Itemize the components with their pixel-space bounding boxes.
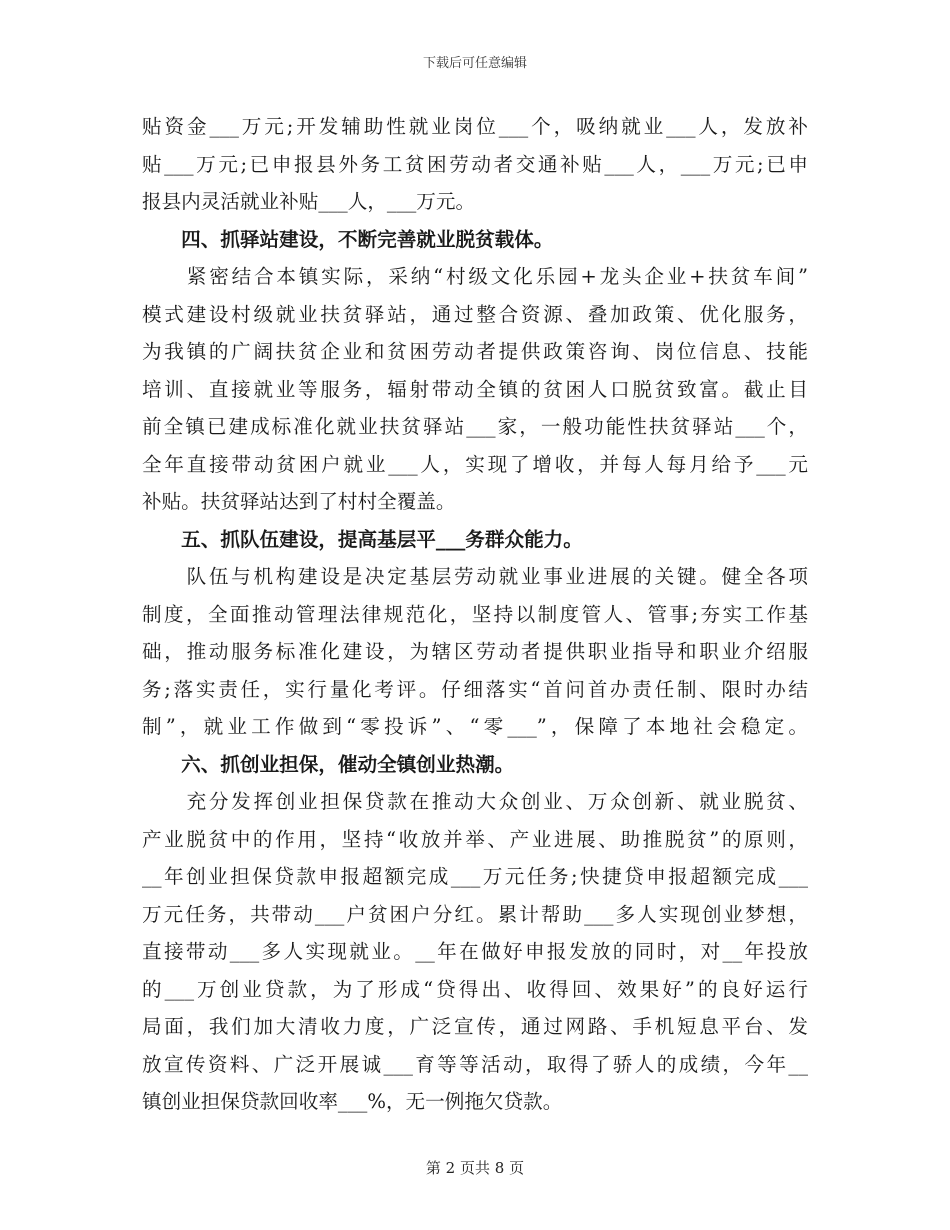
text-line: 模式建设村级就业扶贫驿站，通过整合资源、叠加政策、优化服务， — [142, 302, 808, 326]
text-line: 直接带动___多人实现就业。__年在做好申报发放的同时，对__年投放 — [142, 940, 808, 963]
page-header: 下载后可任意编辑 — [422, 56, 527, 71]
text-line: 制”，就业工作做到“零投诉”、“零___”，保障了本地社会稳定。 — [142, 715, 808, 738]
section-heading: 四、抓驿站建设，不断完善就业脱贫载体。 — [142, 227, 554, 251]
text-line: 万元任务，共带动___户贫困户分红。累计帮助___多人实现创业梦想， — [142, 902, 808, 926]
text-line: 产业脱贫中的作用，坚持“收放并举、产业进展、助推脱贫”的原则， — [142, 827, 808, 851]
section-heading: 五、抓队伍建设，提高基层平___务群众能力。 — [142, 527, 583, 551]
document-body — [142, 108, 808, 1121]
section-heading: 六、抓创业担保，催动全镇创业热潮。 — [142, 752, 515, 776]
text-line: 报县内灵活就业补贴___人，___万元。 — [142, 190, 476, 213]
text-line: 培训、直接就业等服务，辐射带动全镇的贫困人口脱贫致富。截止目 — [142, 377, 808, 401]
text-line: 镇创业担保贷款回收率___%，无一例拖欠贷款。 — [142, 1090, 563, 1113]
text-line: 补贴。扶贫驿站达到了村村全覆盖。 — [142, 490, 456, 513]
text-line: 紧密结合本镇实际，采纳“村级文化乐园+龙头企业+扶贫车间” — [142, 265, 808, 288]
page-footer: 第 2 页共 8 页 — [425, 1159, 525, 1177]
text-line: 为我镇的广阔扶贫企业和贫困劳动者提供政策咨询、岗位信息、技能 — [142, 340, 808, 363]
text-line: 的___万创业贷款，为了形成“贷得出、收得回、效果好”的良好运行 — [142, 977, 808, 1001]
text-line: 制度，全面推动管理法律规范化，坚持以制度管人、管事;夯实工作基 — [142, 602, 808, 626]
text-line: 全年直接带动贫困户就业___人，实现了增收，并每人每月给予___元 — [142, 452, 808, 476]
text-line: 放宣传资料、广泛开展诚___育等等活动，取得了骄人的成绩，今年__ — [142, 1052, 808, 1076]
text-line: 务;落实责任，实行量化考评。仔细落实“首问首办责任制、限时办结 — [142, 677, 808, 701]
text-line: 局面，我们加大清收力度，广泛宣传，通过网路、手机短息平台、发 — [142, 1015, 808, 1038]
text-line: 础，推动服务标准化建设，为辖区劳动者提供职业指导和职业介绍服 — [142, 640, 808, 663]
text-line: 贴资金___万元;开发辅助性就业岗位___个，吸纳就业___人，发放补 — [142, 115, 808, 138]
text-line: __年创业担保贷款申报超额完成___万元任务;快捷贷申报超额完成___ — [142, 865, 808, 888]
text-line: 贴___万元;已申报县外务工贫困劳动者交通补贴___人，___万元;已申 — [142, 152, 808, 176]
text-line: 队伍与机构建设是决定基层劳动就业事业进展的关键。健全各项 — [142, 565, 808, 588]
text-line: 充分发挥创业担保贷款在推动大众创业、万众创新、就业脱贫、 — [142, 790, 808, 813]
text-line: 前全镇已建成标准化就业扶贫驿站___家，一般功能性扶贫驿站___个， — [142, 415, 808, 438]
